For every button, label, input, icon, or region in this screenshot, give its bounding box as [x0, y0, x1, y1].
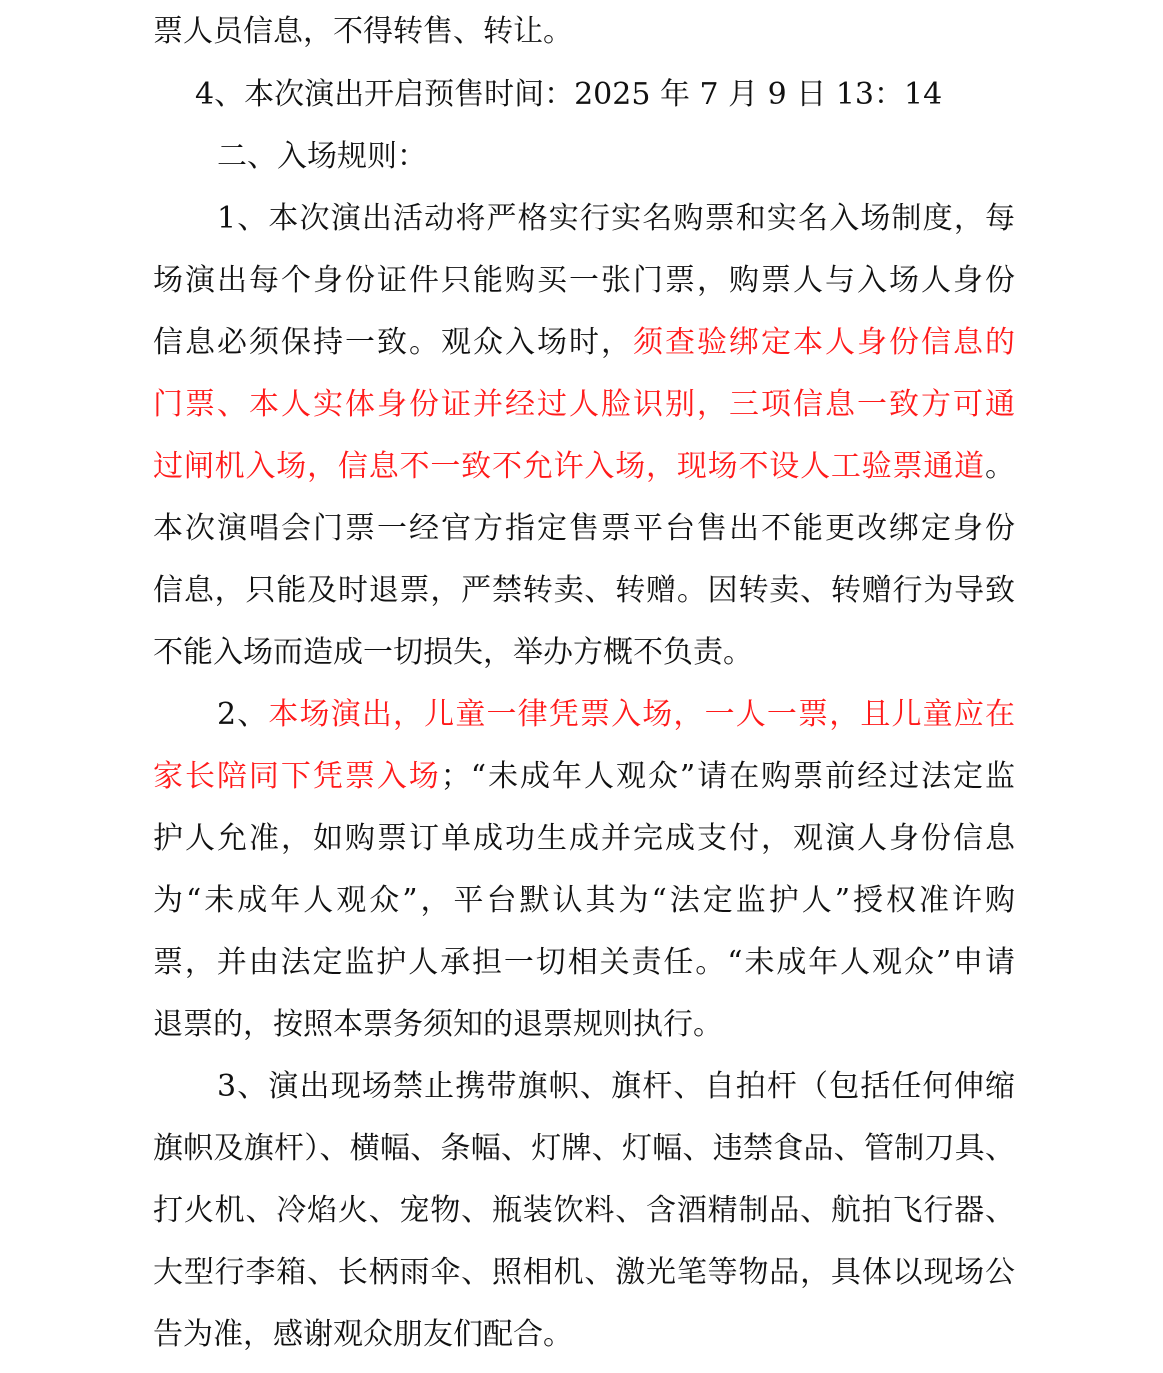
highlighted-text: 过闸机入场，信息不一致不允许入场，现场不设人工验票通道	[153, 449, 985, 484]
text-line	[153, 64, 1015, 126]
text-run: ；“未成年人观众”请在购票前经过法定监	[440, 759, 1015, 794]
text-run: 不能入场而造成一切损失，举办方概不负责。	[153, 635, 753, 670]
text-run: 打火机、冷焰火、宠物、瓶装饮料、含酒精制品、航拍飞行器、	[153, 1193, 1015, 1228]
text-run: 退票的，按照本票务须知的退票规则执行。	[153, 1007, 723, 1042]
text-line	[153, 994, 1015, 1056]
text-run: 告为准，感谢观众朋友们配合。	[153, 1317, 573, 1352]
text-line	[153, 560, 1015, 622]
text-line	[153, 498, 1015, 560]
text-run: 4、本次演出开启预售时间：2025 年 7 月 9 日 13：14	[195, 77, 943, 112]
text-line	[153, 870, 1015, 932]
text-run: 旗帜及旗杆）、横幅、条幅、灯牌、灯幅、违禁食品、管制刀具、	[153, 1131, 1015, 1166]
text-line	[153, 1242, 1015, 1304]
text-line	[153, 1180, 1015, 1242]
text-line	[153, 436, 1015, 498]
text-run: 本次演唱会门票一经官方指定售票平台售出不能更改绑定身份	[153, 511, 1015, 546]
text-line	[153, 1118, 1015, 1180]
text-run: 3、演出现场禁止携带旗帜、旗杆、自拍杆（包括任何伸缩	[217, 1069, 1015, 1104]
text-line	[153, 746, 1015, 808]
text-line	[153, 188, 1015, 250]
document-page	[153, 0, 1015, 1366]
text-run: 信息必须保持一致。观众入场时，	[153, 325, 633, 360]
text-run: 大型行李箱、长柄雨伞、照相机、激光笔等物品，具体以现场公	[153, 1255, 1015, 1290]
text-line	[153, 0, 1015, 64]
text-run: 。	[985, 449, 1015, 484]
text-line	[153, 808, 1015, 870]
text-run: 票，并由法定监护人承担一切相关责任。“未成年人观众”申请	[153, 945, 1015, 980]
text-line	[153, 932, 1015, 994]
highlighted-text: 门票、本人实体身份证并经过人脸识别，三项信息一致方可通	[153, 387, 1015, 422]
highlighted-text: 须查验绑定本人身份信息的	[633, 325, 1015, 360]
section-heading	[153, 126, 1015, 188]
text-run: 信息，只能及时退票，严禁转卖、转赠。因转卖、转赠行为导致	[153, 573, 1015, 608]
text-run: 场演出每个身份证件只能购买一张门票，购票人与入场人身份	[153, 263, 1015, 298]
text-line	[153, 1304, 1015, 1366]
text-line	[153, 250, 1015, 312]
text-line	[153, 312, 1015, 374]
highlighted-text: 家长陪同下凭票入场	[153, 759, 441, 794]
highlighted-text: 本场演出，儿童一律凭票入场，一人一票，且儿童应在	[268, 697, 1015, 732]
text-line	[153, 1056, 1015, 1118]
text-line	[153, 374, 1015, 436]
text-run: 为“未成年人观众”，平台默认其为“法定监护人”授权准许购	[153, 883, 1015, 918]
text-run: 二、入场规则：	[217, 139, 427, 174]
text-run: 护人允准，如购票订单成功生成并完成支付，观演人身份信息	[153, 821, 1015, 856]
text-run: 1、本次演出活动将严格实行实名购票和实名入场制度，每	[217, 201, 1015, 236]
text-line	[153, 684, 1015, 746]
text-run: 2、	[217, 697, 269, 732]
text-run: 票人员信息，不得转售、转让。	[153, 14, 573, 49]
text-line	[153, 622, 1015, 684]
